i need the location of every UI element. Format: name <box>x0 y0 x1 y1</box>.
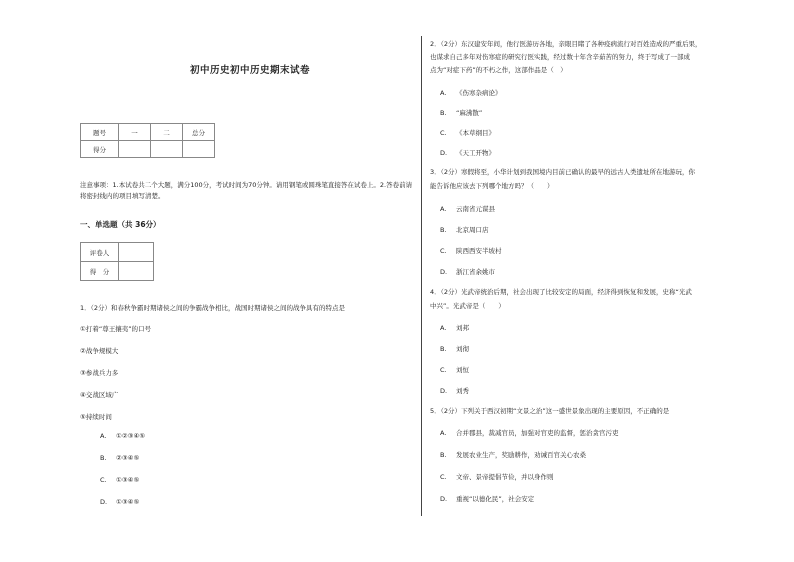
option-choice[interactable] <box>440 88 502 97</box>
option-choice[interactable] <box>100 498 139 506</box>
option-text: 《天工开物》 <box>456 149 495 157</box>
option-label: B. <box>440 451 447 459</box>
option-text: 《本草纲目》 <box>456 129 495 137</box>
option-label: D. <box>440 387 448 395</box>
option-text: ①②③④⑤ <box>116 432 146 440</box>
notice-text: 注意事项：1.本试卷共二个大题，满分100分，考试时间为70分钟。请用钢笔或圆珠笔直接答在试卷上。2.答卷前请将密封线内的项目填写清楚。 <box>80 181 413 200</box>
score-header-cell: 一 <box>119 124 151 141</box>
grader-label: 评卷人 <box>81 243 119 262</box>
right-column <box>430 0 770 562</box>
option-text: 刘恒 <box>456 366 469 374</box>
option-label: D. <box>440 149 448 157</box>
option-label: C. <box>440 473 447 481</box>
option-label: D. <box>440 268 448 276</box>
option-choice[interactable] <box>440 472 554 481</box>
option-choice[interactable] <box>440 365 469 374</box>
option-text: 浙江省余姚市 <box>456 268 495 276</box>
option-choice[interactable] <box>440 494 534 503</box>
option-choice[interactable] <box>100 432 145 440</box>
paper-title: 初中历史初中历史期末试卷 <box>190 65 311 76</box>
column-divider <box>421 36 422 516</box>
grader-row <box>81 243 154 262</box>
option-text: 刘彻 <box>456 345 469 353</box>
score-cell <box>151 141 183 158</box>
question-5-stem-line: 5．（2分）下列关于西汉初期“文景之治”这一盛世景象出现的主要原因，不正确的是 <box>430 407 670 415</box>
left-column <box>80 0 413 562</box>
score-header-cell: 二 <box>151 124 183 141</box>
option-choice[interactable] <box>100 454 139 462</box>
option-text: 北京周口店 <box>456 226 489 234</box>
grader-row <box>81 262 154 281</box>
score-header-cell: 题号 <box>81 124 119 141</box>
option-text: 重视“以德化民”，社会安定 <box>456 495 535 503</box>
option-text: 文帝、景帝提倡节俭，并以身作则 <box>456 473 554 481</box>
option-label: D. <box>100 498 108 506</box>
question-4-stem-line: 4．（2分）光武帝统治后期，社会出现了比较安定的局面，经济得到恢复和发展，史称“光武 <box>430 288 692 296</box>
question-2-stem-line: 点为“对症下药”的不朽之作，这部作品是（ ） <box>430 66 567 74</box>
option-label: A. <box>100 432 107 440</box>
option-choice[interactable] <box>100 476 139 484</box>
question-1-item: ③参战兵力多 <box>80 369 119 377</box>
option-label: A. <box>440 89 447 97</box>
option-choice[interactable] <box>440 386 469 395</box>
question-2-stem-line: 2．（2分）东汉建安年间，他行医游历各地，亲眼目睹了各种疫病流行对百姓造成的严重后果， <box>430 40 702 48</box>
option-choice[interactable] <box>440 323 469 332</box>
score-header-cell: 总分 <box>183 124 215 141</box>
score-row-label: 得分 <box>81 141 119 158</box>
option-label: A. <box>440 429 447 437</box>
question-1-stem: 1．（2分）和春秋争霸时期诸侯之间的争霸战争相比，战国时期诸侯之间的战争具有的特点是 <box>80 304 346 312</box>
option-label: C. <box>440 247 447 255</box>
question-2-stem-line: 也谋求自己多年对伤寒症的研究行医实践，经过数十年含辛茹苦的努力，终于写成了一部成 <box>430 53 690 61</box>
option-choice[interactable] <box>440 450 586 459</box>
option-choice[interactable] <box>440 246 502 255</box>
option-choice[interactable] <box>440 344 469 353</box>
option-text: 刘秀 <box>456 387 469 395</box>
question-4-stem-line: 中兴”。光武帝是（ ） <box>430 302 505 310</box>
option-text: 陕西西安半坡村 <box>456 247 502 255</box>
option-choice[interactable] <box>440 428 619 437</box>
score-table-header-row <box>81 124 215 141</box>
option-text: ①③④⑤ <box>116 476 140 484</box>
score-table-score-row <box>81 141 215 158</box>
section-title: 一、单选题（共 36分） <box>80 220 161 229</box>
score-cell <box>183 141 215 158</box>
option-label: A. <box>440 205 447 213</box>
option-label: C. <box>440 366 447 374</box>
option-choice[interactable] <box>440 148 495 157</box>
question-1-item: ①打着“尊王攘夷”的口号 <box>80 325 152 333</box>
option-label: C. <box>100 476 107 484</box>
option-choice[interactable] <box>440 128 495 137</box>
option-text: ①③④⑤ <box>116 498 140 506</box>
option-label: B. <box>440 345 447 353</box>
option-text: 刘邦 <box>456 324 469 332</box>
score-table <box>80 123 215 158</box>
option-label: B. <box>100 454 107 462</box>
question-3-stem-line: 3．（2分）寒假将至，小华计划到我国境内目前已确认的最早的远古人类遗址所在地游玩，你 <box>430 168 696 176</box>
option-text: ②③④⑤ <box>116 454 140 462</box>
option-text: 发展农业生产，奖励耕作，劝诫百官关心农桑 <box>456 451 586 459</box>
grader-cell <box>119 243 154 262</box>
option-label: D. <box>440 495 448 503</box>
score-cell <box>119 141 151 158</box>
question-3-stem-line: 能告诉他应该去下列哪个地方吗？（ ） <box>430 182 554 190</box>
option-choice[interactable] <box>440 225 489 234</box>
grader-table <box>80 242 154 281</box>
option-text: 云南省元谋县 <box>456 205 495 213</box>
option-label: C. <box>440 129 447 137</box>
option-label: A. <box>440 324 447 332</box>
question-1-item: ④交战区域广 <box>80 391 119 399</box>
option-choice[interactable] <box>440 267 495 276</box>
grader-label: 得 分 <box>81 262 119 281</box>
question-1-item: ⑤持续时间 <box>80 413 112 421</box>
option-text: 《伤寒杂病论》 <box>456 89 502 97</box>
option-text: “麻沸散” <box>456 109 483 117</box>
question-1-item: ②战争规模大 <box>80 347 119 355</box>
grader-cell <box>119 262 154 281</box>
option-label: B. <box>440 226 447 234</box>
option-choice[interactable] <box>440 204 495 213</box>
option-text: 合并郡县，裁减官员，加强对官吏的监督，惩治贪官污吏 <box>456 429 619 437</box>
option-label: B. <box>440 109 447 117</box>
option-choice[interactable] <box>440 108 482 117</box>
